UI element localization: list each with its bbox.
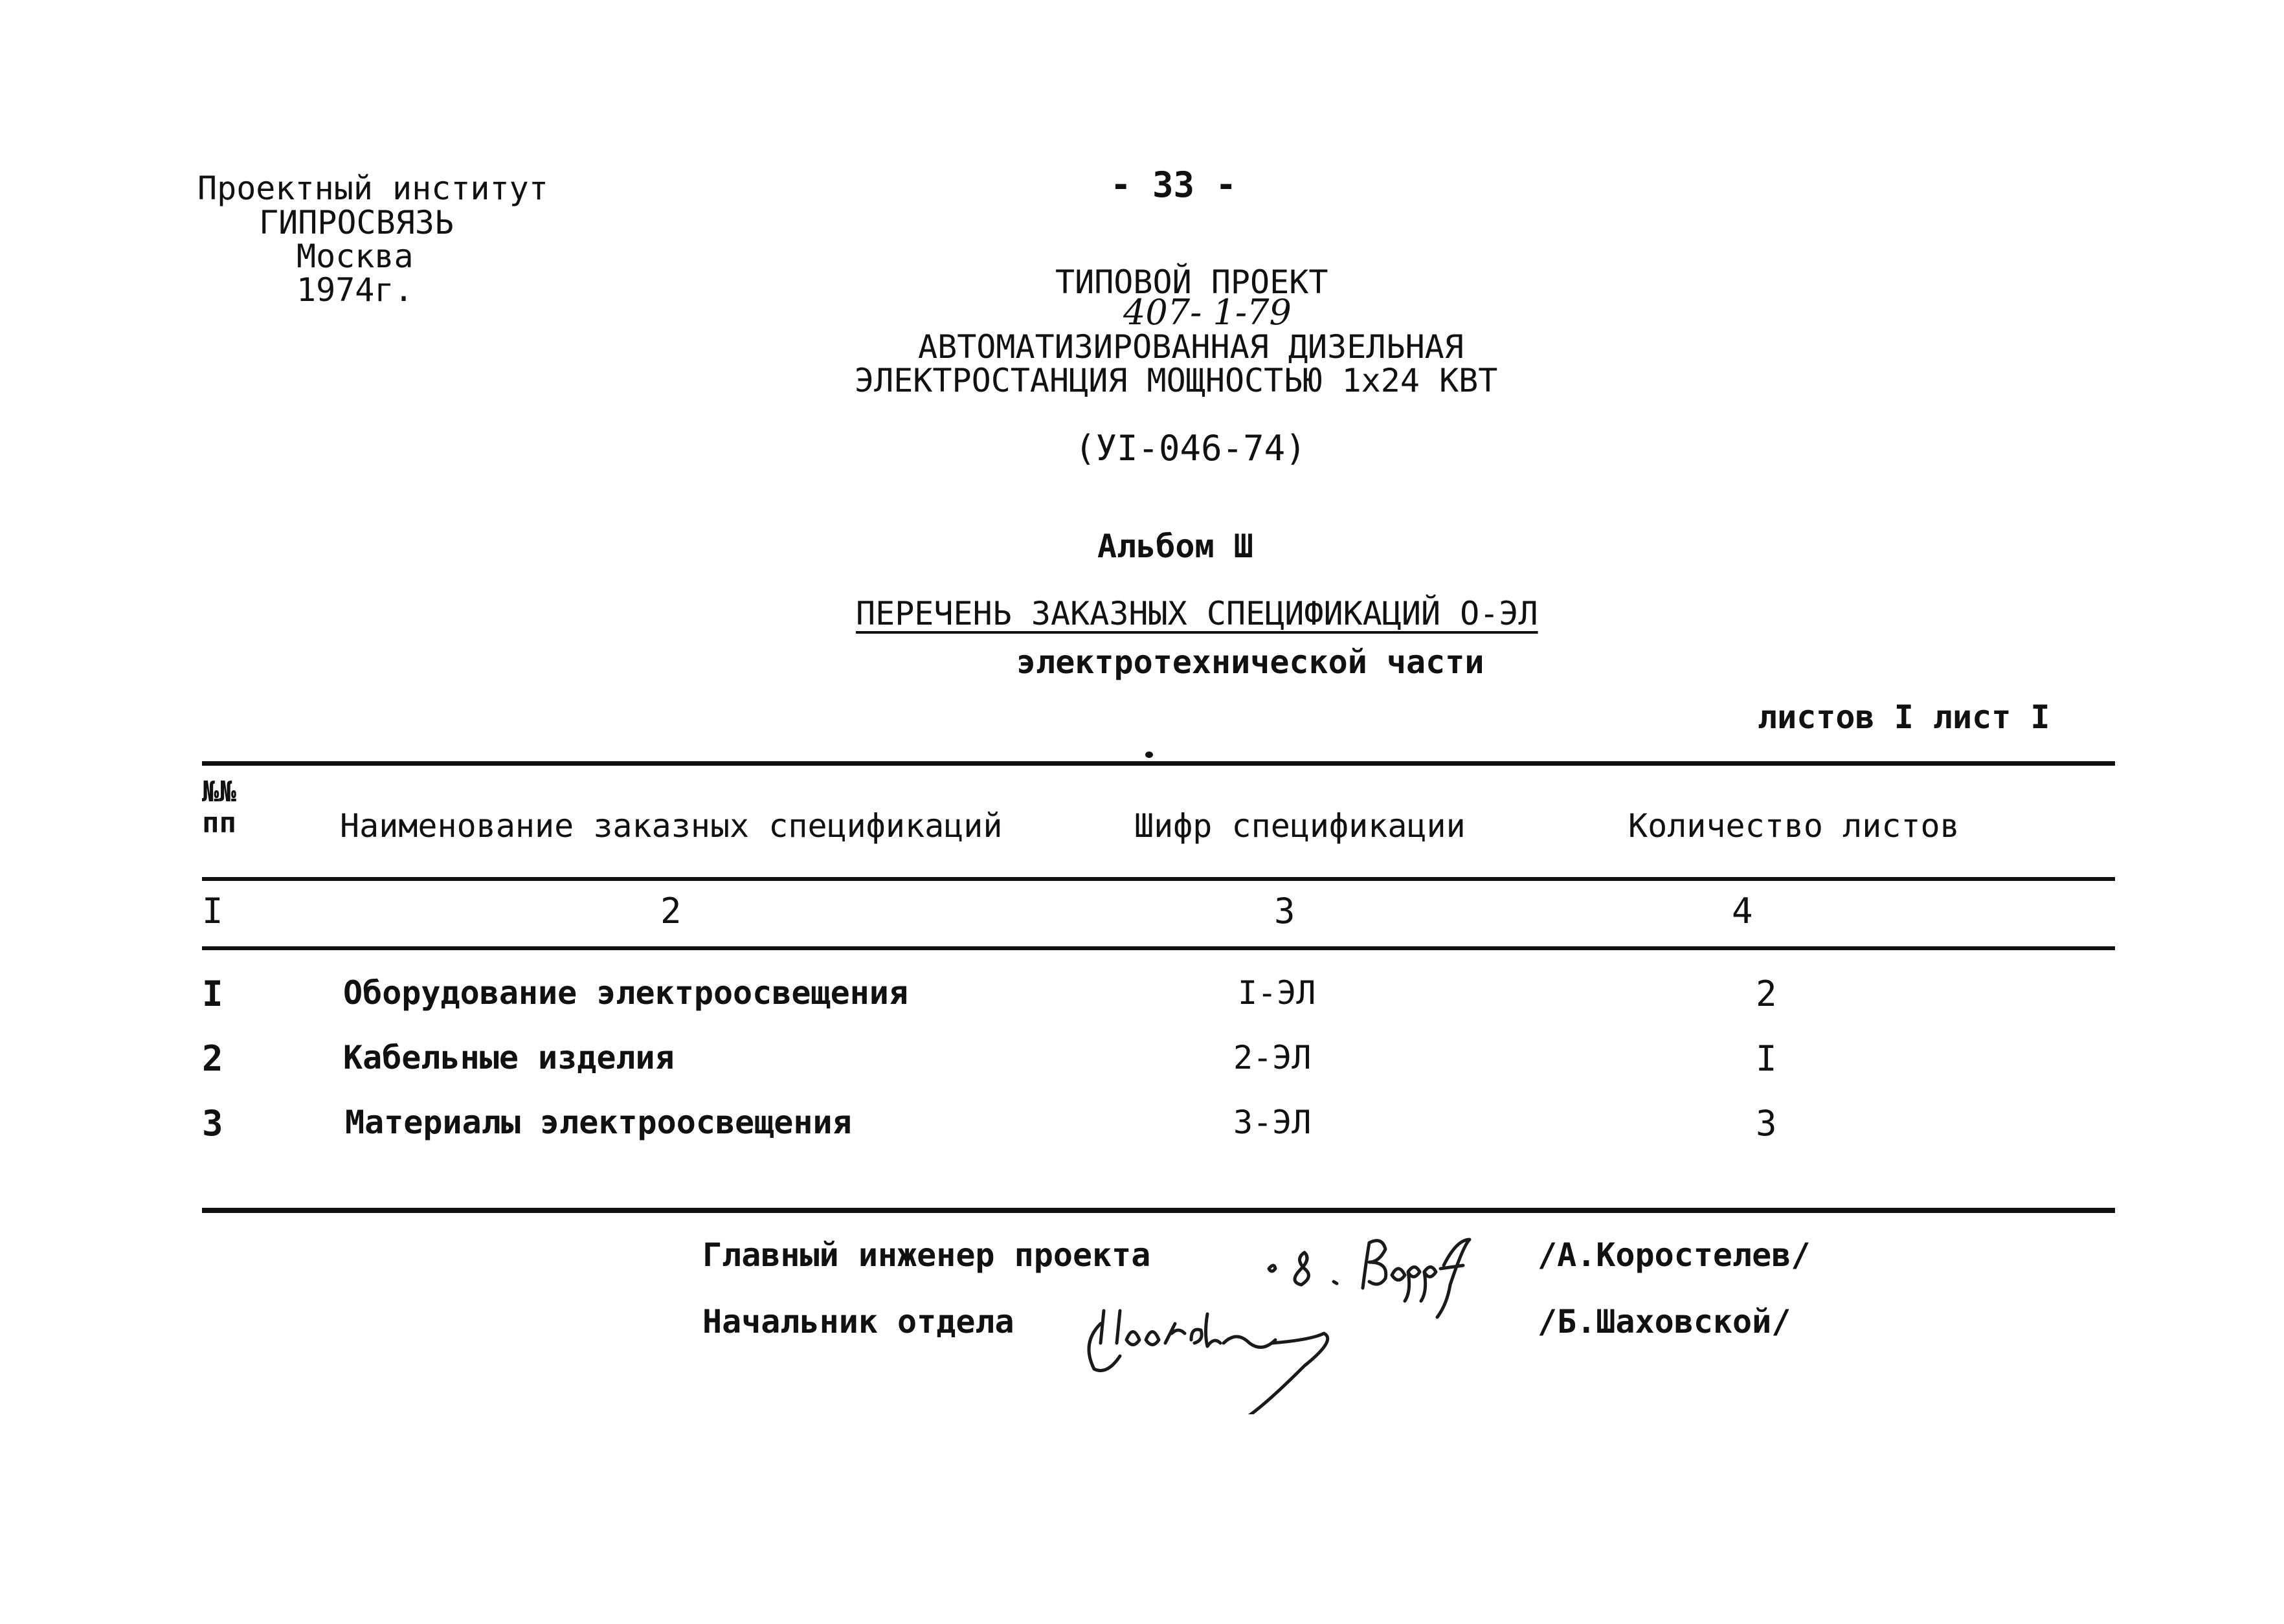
colnum-1: I: [202, 891, 223, 931]
table-row-2-sheets: I: [1756, 1038, 1777, 1079]
project-title-line1: АВТОМАТИЗИРОВАННАЯ ДИЗЕЛЬНАЯ: [918, 328, 1464, 366]
sheets-info: листов I лист I: [1758, 698, 2050, 736]
signature-role-2: Начальник отдела: [702, 1303, 1014, 1340]
table-row-3-name: Материалы электроосвещения: [345, 1104, 852, 1141]
table-bottom-rule: [202, 1208, 2115, 1213]
mark-dot: [1145, 751, 1153, 758]
table-row-2-name: Кабельные изделия: [343, 1039, 675, 1076]
table-row-2-num: 2: [202, 1038, 223, 1079]
table-top-rule: [202, 761, 2115, 766]
table-row-1-code: I-ЭЛ: [1238, 974, 1316, 1012]
list-subtitle: электротехнической части: [1016, 643, 1484, 681]
signature-handwriting-2: [1075, 1285, 1411, 1414]
institute-line4: 1974г.: [297, 271, 414, 309]
colnum-3: 3: [1274, 891, 1295, 931]
signature-name-2: /Б.Шаховской/: [1538, 1303, 1791, 1340]
table-row-2-code: 2-ЭЛ: [1233, 1039, 1312, 1076]
project-code: (УI-046-74): [1075, 428, 1306, 469]
institute-line2: ГИПРОСВЯЗЬ: [259, 204, 454, 241]
header-num: №№ пп: [202, 775, 236, 840]
table-row-1-sheets: 2: [1756, 973, 1777, 1014]
header-name: Наименование заказных спецификаций: [340, 807, 1003, 845]
header-code: Шифр спецификации: [1134, 807, 1466, 845]
table-row-1-name: Оборудование электроосвещения: [343, 974, 908, 1012]
table-row-3-code: 3-ЭЛ: [1233, 1104, 1312, 1141]
project-title-line2: ЭЛЕКТРОСТАНЦИЯ МОЩНОСТЬЮ 1х24 КВТ: [855, 362, 1498, 399]
project-type: ТИПОВОЙ ПРОЕКТ: [1055, 263, 1328, 301]
colnum-bottom-rule: [202, 946, 2115, 950]
institute-line1: Проектный институт: [197, 170, 548, 207]
project-code-handwritten: 407- 1-79: [1123, 292, 1292, 333]
colnum-2: 2: [660, 891, 682, 931]
page-number: - 33 -: [1110, 164, 1237, 205]
list-title: ПЕРЕЧЕНЬ ЗАКАЗНЫХ СПЕЦИФИКАЦИЙ О-ЭЛ: [856, 595, 1538, 632]
table-row-3-sheets: 3: [1756, 1103, 1777, 1144]
institute-line3: Москва: [297, 238, 414, 275]
colnum-4: 4: [1732, 891, 1753, 931]
header-bottom-rule: [202, 877, 2115, 881]
album-label: Альбом Ш: [1097, 528, 1253, 565]
signature-name-1: /А.Коростелев/: [1538, 1236, 1811, 1274]
signature-role-1: Главный инженер проекта: [702, 1236, 1151, 1274]
header-sheets: Количество листов: [1628, 807, 1960, 845]
table-row-3-num: 3: [202, 1103, 223, 1144]
table-row-1-num: I: [202, 973, 223, 1014]
